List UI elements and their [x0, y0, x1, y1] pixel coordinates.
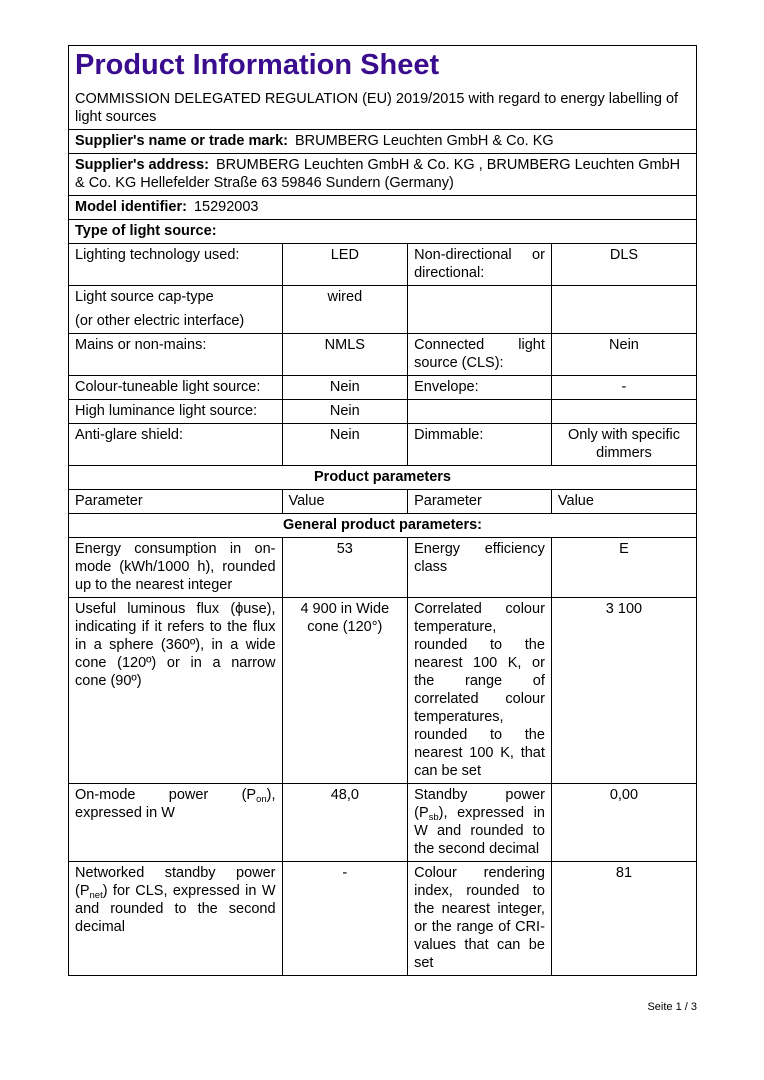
section-header-row — [69, 514, 697, 538]
general-product-parameters-header: General product parameters: — [69, 514, 697, 538]
param-value — [551, 400, 696, 424]
title-block — [69, 46, 697, 130]
param-label: Mains or non-mains: — [69, 334, 283, 376]
param-value: Nein — [282, 424, 408, 466]
param-value: 81 — [551, 862, 696, 976]
param-value: wired — [282, 286, 408, 334]
subscript-on: on — [256, 794, 267, 805]
model-identifier-value: 15292003 — [193, 199, 259, 215]
table-row — [69, 538, 697, 598]
param-label: Networked standby power $(P_{net})$ for CLS, expressed in W and rounded to the second decimal — [69, 862, 283, 976]
cap-type-label-line1: Light source cap-type — [75, 289, 214, 305]
param-label: High luminance light source: — [69, 400, 283, 424]
param-value: Only with specific dimmers — [551, 424, 696, 466]
param-label: Energy efficiency class — [408, 538, 552, 598]
table-row — [69, 244, 697, 286]
subscript-net: net — [89, 890, 103, 901]
param-label: Envelope: — [408, 376, 552, 400]
cap-type-label-line2: (or other electric interface) — [75, 313, 245, 329]
page-number: Seite 1 / 3 — [647, 1001, 697, 1013]
param-value: 0,00 — [551, 784, 696, 862]
supplier-address-row — [69, 154, 697, 196]
param-value — [551, 286, 696, 334]
param-value: 48,0 — [282, 784, 408, 862]
param-value: DLS — [551, 244, 696, 286]
table-row — [69, 334, 697, 376]
table-row — [69, 784, 697, 862]
section-header-row — [69, 466, 697, 490]
param-label: Colour rendering index, rounded to the nearest integer, or the range of CRI-values that can be set — [408, 862, 552, 976]
param-value: Nein — [282, 376, 408, 400]
table-row — [69, 862, 697, 976]
param-value: 53 — [282, 538, 408, 598]
param-value: E — [551, 538, 696, 598]
supplier-name-value: BRUMBERG Leuchten GmbH & Co. KG — [294, 133, 554, 149]
param-value: LED — [282, 244, 408, 286]
supplier-name-row — [69, 130, 697, 154]
param-label: Correlated colour temperature, rounded to the nearest 100 K, or the range of correlated colour temperatures, rounded to the nearest 100 K, that can be set — [408, 598, 552, 784]
param-label — [69, 286, 283, 334]
table-row — [69, 376, 697, 400]
column-header: Value — [551, 490, 696, 514]
param-label: Useful luminous flux (ϕuse), indicating if it refers to the flux in a sphere (360º), in a wide cone (120º) or in a narrow cone (90º) — [69, 598, 283, 784]
page-title: Product Information Sheet — [75, 49, 440, 81]
param-label: On-mode power $(P_{on})$, expressed in W — [69, 784, 283, 862]
table-row — [69, 598, 697, 784]
model-identifier-row — [69, 196, 697, 220]
table-row — [69, 424, 697, 466]
param-label: Colour-tuneable light source: — [69, 376, 283, 400]
param-value: NMLS — [282, 334, 408, 376]
param-label: Standby power $(P_{sb})$, expressed in W and rounded to the second decimal — [408, 784, 552, 862]
param-value: - — [282, 862, 408, 976]
param-value: 3 100 — [551, 598, 696, 784]
type-of-light-source-row — [69, 220, 697, 244]
param-label: Non-directional or directional: — [408, 244, 552, 286]
param-value: Nein — [282, 400, 408, 424]
param-label — [408, 286, 552, 334]
supplier-address-label: Supplier's address: — [75, 157, 209, 173]
param-value: Nein — [551, 334, 696, 376]
param-label: Dimmable: — [408, 424, 552, 466]
column-header-row — [69, 490, 697, 514]
column-header: Parameter — [408, 490, 552, 514]
param-label: Connected light source (CLS): — [408, 334, 552, 376]
type-of-light-source-label: Type of light source: — [75, 223, 217, 239]
regulation-subtitle: COMMISSION DELEGATED REGULATION (EU) 2019/2015 with regard to energy labelling of light sources — [75, 91, 679, 125]
param-label: Lighting technology used: — [69, 244, 283, 286]
product-parameters-header: Product parameters — [69, 466, 697, 490]
subscript-sb: sb — [428, 812, 439, 823]
param-value: 4 900 in Wide cone (120°) — [282, 598, 408, 784]
product-info-table — [68, 45, 697, 976]
param-label — [408, 400, 552, 424]
param-label: Energy consumption in on-mode (kWh/1000 h), rounded up to the nearest integer — [69, 538, 283, 598]
column-header: Value — [282, 490, 408, 514]
param-label: Anti-glare shield: — [69, 424, 283, 466]
model-identifier-label: Model identifier: — [75, 199, 187, 215]
table-row — [69, 400, 697, 424]
supplier-name-label: Supplier's name or trade mark: — [75, 133, 288, 149]
column-header: Parameter — [69, 490, 283, 514]
supplier-address-value: BRUMBERG Leuchten GmbH & Co. KG , BRUMBERG Leuchten GmbH & Co. KG Hellefelder Straße 63 59846 Sundern (Germany) — [75, 157, 681, 191]
table-row — [69, 286, 697, 334]
param-value: - — [551, 376, 696, 400]
